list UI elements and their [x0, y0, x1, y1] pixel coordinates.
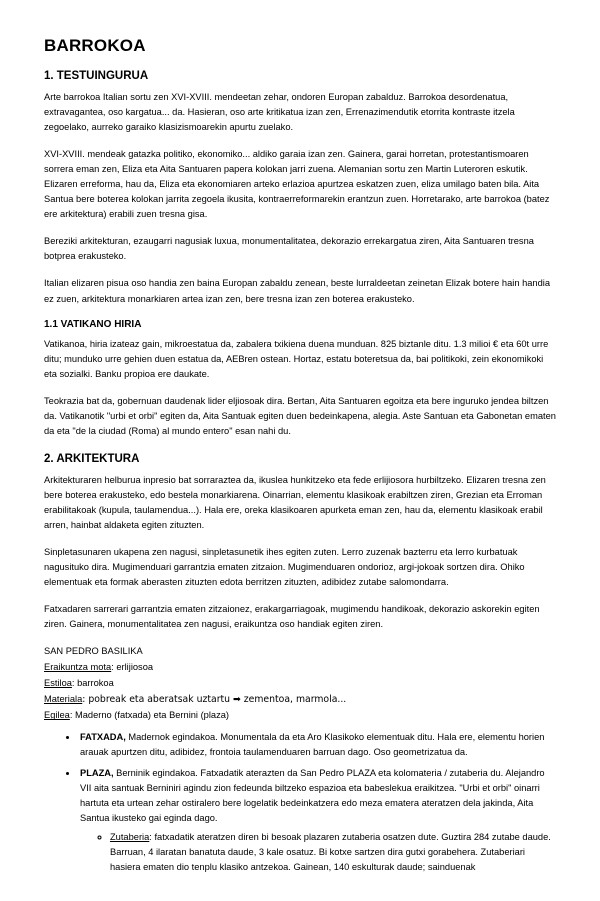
- field-value: : erlijiosoa: [111, 662, 154, 673]
- list-item: [78, 766, 556, 875]
- case-study-san-pedro: [44, 644, 556, 875]
- section-testuingurua: [44, 70, 556, 307]
- section-heading: 1. TESTUINGURUA: [44, 70, 149, 82]
- field-value: : barrokoa: [71, 678, 114, 689]
- field-label: Estiloa: [44, 678, 72, 689]
- field-label: Eraikuntza mota: [44, 662, 112, 673]
- sub-item-label: Zutaberia: [110, 831, 150, 842]
- section-arkitektura: [44, 453, 556, 632]
- sub-item-text: : fatxadatik ateratzen diren bi besoak plazaren zutaberia osatzen dute. Guztira 284 zutabe daude. Barruan, 4 ilaratan banatuta daude, 3 kale osatuz. Bi kotxe sartzen dira gutxi gorabehera. Zutaberiari hasiera ematen dio tenplu klasiko antzekoa. Gainean, 140 eskulturak daude; sainduenak: [110, 831, 551, 872]
- list-item-text: Berninik egindakoa. Fatxadatik aterazten da San Pedro PLAZA eta kolomateria / zutaberia du. Alejandro VII aita santuak Berniniri agindu zion fedeunda biltzeko espazioa eta babeslekua eraikitzea. "Urbi et orbi" oinarri hartuta eta urtean zehar ostiralero bere logelatik bedeinkatzera edo meza ematera ateratzen dela jakinda, Aita Santua ikusteko gai eginda dago.: [80, 767, 545, 823]
- subsection-heading: 1.1 VATIKANO HIRIA: [44, 318, 142, 330]
- list-item: [110, 830, 556, 875]
- field-value: : Maderno (fatxada) eta Bernini (plaza): [69, 710, 230, 721]
- field-label: Materiala: [44, 694, 83, 705]
- section-heading: 2. ARKITEKTURA: [44, 452, 140, 465]
- paragraph: Bereziki arkitekturan, ezaugarri nagusiak luxua, monumentalitatea, dekorazio errekargatua ziren, Aita Santuaren tresna botprea erakusteko.: [44, 236, 534, 262]
- section-vatikano-hiria: [44, 319, 556, 439]
- field-eraikuntza-mota: [44, 660, 556, 675]
- paragraph: Vatikanoa, hiria izateaz gain, mikroestatua da, zabalera txikiena duena munduan. 825 biztanle ditu. 1.3 milioi € eta 60t urre ditu; munduko urre gehien duen estatua da, AEBren ostean. Hortaz, estatu boteretsua da, bai politikoki, zein ekonomikoki eta sozialki. Banku propioa ere daukate.: [44, 338, 549, 379]
- list-item-text: Madernok egindakoa. Monumentala da eta Aro Klasikoko elementuak ditu. Hala ere, elementu horien arauak apurtzen ditu, adibidez, frontoia taulamenduaren barruan dago. Oso geometrizatua da.: [80, 731, 545, 757]
- field-materiala: [44, 692, 556, 707]
- paragraph: XVI-XVIII. mendeak gatazka politiko, ekonomiko... aldiko garaia izan zen. Gainera, garai horretan, protestantismoaren sorrera eman zen, Eliza eta Aita Santuaren papera kolokan jarri zuena. Alemanian sortu zen Martin Luteroren eskutik. Elizaren erreforma, hau da, Eliza eta ekonomiaren arteko erlazioa apurtzea eskatzen zuen, eliza umilago baten bila. Aita Santua bere boterea kolokan jarrita zegoela ikusita, kontraerreformarekin erantzun zuen. Horretarako, arte barrokoa (batez ere arkitektura) erabili zuen tresna gisa.: [44, 149, 550, 220]
- paragraph: Arkitekturaren helburua inpresio bat sorraraztea da, ikuslea hunkitzeko eta fede erlijiosora hurbiltzeko. Elizaren tresna zen bere boterea erakusteko, edo bestela monarkiarena. Oinarrian, elementu klasikoak erabiltzen ziren, Grezian eta Erroman erabilitakoak (kupula, taulamendua...). Hala ere, oreka klasikoaren apurketa eman zen, hau da, elementu klasikoak erabil arren, hainbat aldaketa egiten zituzten.: [44, 474, 546, 530]
- field-estiloa: [44, 676, 556, 691]
- paragraph: Teokrazia bat da, gobernuan daudenak lider eljiosoak dira. Bertan, Aita Santuaren egoitza eta bere inguruko jendea biltzen da. Vatikanotik "urbi et orbi" egiten da, Aita Santuak egiten duen bedeinkapena, alegia. Aste Santuan eta Gabonetan ematen da eta "de la ciudad (Roma) al mundo entero" esan nahi du.: [44, 395, 556, 436]
- case-study-title: SAN PEDRO BASILIKA: [44, 646, 143, 657]
- field-egilea: [44, 708, 556, 723]
- case-study-bullets: [44, 730, 556, 875]
- paragraph: Arte barrokoa Italian sortu zen XVI-XVIII. mendeetan zehar, ondoren Europan zabalduz. Barrokoa desordenatua, extravagantea, oso kargatua... da. Hasieran, oso arte kritikatua izan zen, Errenazimendutik etorrita kontraste itzela zegoelako, aurreko garaiko klasizismoarekin apurtu zuelako.: [44, 92, 515, 133]
- paragraph: Fatxadaren sarrerari garrantzia ematen zitzaionez, erakargarriagoak, mugimendu handikoak, dekorazio askorekin egiten ziren. Gainera, monumentalitatea zen nagusi, eraikuntza oso handiak egiten ziren.: [44, 604, 540, 630]
- field-value: : pobreak eta aberatsak uztartu ➡ zementoa, marmola...: [82, 694, 347, 706]
- list-item-lead: PLAZA,: [80, 767, 114, 778]
- paragraph: Sinpletasunaren ukapena zen nagusi, sinpletasunetik ihes egiten zuten. Lerro zuzenak bazterru eta lerro kurbatuak nagusituko dira. Mugimenduari garrantzia ematen zitzaion. Mugimenduaren ondorioz, argi-jokoak sortzen dira. Ohiko elementuak eta formak aberasten zituzten edota berritzen zituzten, adibidez zutabe salomondarra.: [44, 547, 525, 588]
- list-item-lead: FATXADA,: [80, 731, 126, 742]
- paragraph: Italian elizaren pisua oso handia zen baina Europan zabaldu zenean, beste lurraldeetan zeinetan Elizak botere hain handia ez zuen, arkitektura monarkiaren artea izan zen, bere tresna izan zen boterea erakusteko.: [44, 278, 551, 304]
- list-item: [78, 730, 556, 760]
- page-title: BARROKOA: [44, 36, 146, 55]
- field-label: Egilea: [44, 710, 70, 721]
- case-study-sub-bullets: [80, 830, 556, 875]
